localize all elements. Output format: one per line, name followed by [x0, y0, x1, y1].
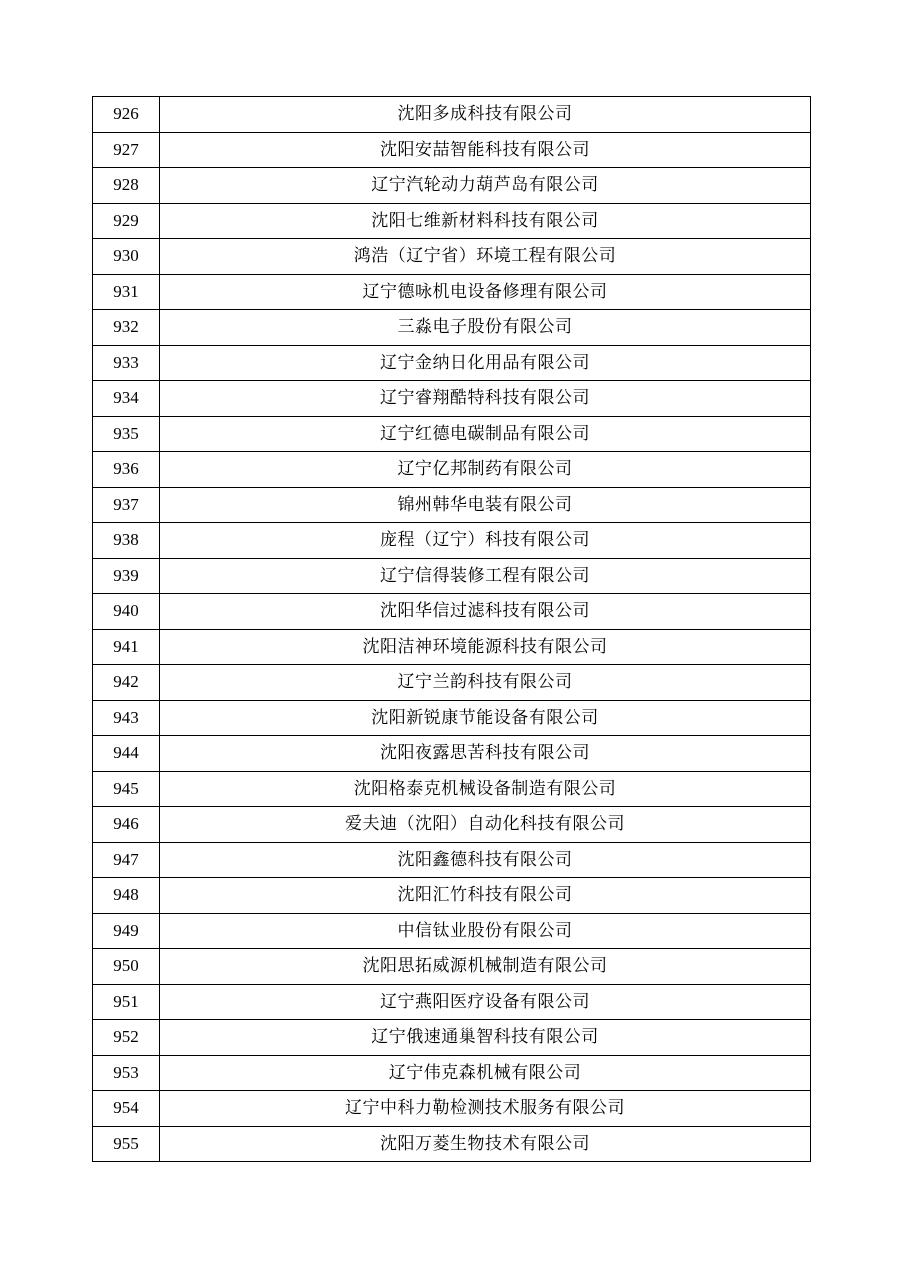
table-row — [93, 168, 811, 204]
row-index-cell: 935 — [93, 416, 160, 452]
company-name-cell: 辽宁红德电碳制品有限公司 — [160, 416, 811, 452]
row-index-cell: 952 — [93, 1020, 160, 1056]
company-name-cell: 辽宁金纳日化用品有限公司 — [160, 345, 811, 381]
row-index-cell: 939 — [93, 558, 160, 594]
row-index-cell: 944 — [93, 736, 160, 772]
company-name-cell: 辽宁汽轮动力葫芦岛有限公司 — [160, 168, 811, 204]
company-list-table — [92, 96, 811, 1162]
table-row — [93, 1091, 811, 1127]
table-row — [93, 416, 811, 452]
company-name-cell: 辽宁德咏机电设备修理有限公司 — [160, 274, 811, 310]
row-index-cell: 927 — [93, 132, 160, 168]
row-index-cell: 933 — [93, 345, 160, 381]
company-name-cell: 沈阳新锐康节能设备有限公司 — [160, 700, 811, 736]
company-name-cell: 辽宁兰韵科技有限公司 — [160, 665, 811, 701]
company-name-cell: 沈阳夜露思苦科技有限公司 — [160, 736, 811, 772]
table-row — [93, 665, 811, 701]
table-row — [93, 381, 811, 417]
table-row — [93, 807, 811, 843]
row-index-cell: 940 — [93, 594, 160, 630]
table-row — [93, 949, 811, 985]
company-name-cell: 辽宁中科力勒检测技术服务有限公司 — [160, 1091, 811, 1127]
row-index-cell: 929 — [93, 203, 160, 239]
row-index-cell: 948 — [93, 878, 160, 914]
row-index-cell: 943 — [93, 700, 160, 736]
company-name-cell: 辽宁亿邦制药有限公司 — [160, 452, 811, 488]
company-name-cell: 辽宁信得装修工程有限公司 — [160, 558, 811, 594]
row-index-cell: 937 — [93, 487, 160, 523]
table-row — [93, 523, 811, 559]
company-name-cell: 沈阳汇竹科技有限公司 — [160, 878, 811, 914]
company-name-cell: 沈阳多成科技有限公司 — [160, 97, 811, 133]
table-row — [93, 97, 811, 133]
row-index-cell: 932 — [93, 310, 160, 346]
company-name-cell: 沈阳万菱生物技术有限公司 — [160, 1126, 811, 1162]
table-row — [93, 132, 811, 168]
company-name-cell: 中信钛业股份有限公司 — [160, 913, 811, 949]
table-row — [93, 629, 811, 665]
row-index-cell: 941 — [93, 629, 160, 665]
row-index-cell: 953 — [93, 1055, 160, 1091]
table-row — [93, 558, 811, 594]
company-name-cell: 庞程（辽宁）科技有限公司 — [160, 523, 811, 559]
company-name-cell: 爱夫迪（沈阳）自动化科技有限公司 — [160, 807, 811, 843]
row-index-cell: 955 — [93, 1126, 160, 1162]
company-name-cell: 三淼电子股份有限公司 — [160, 310, 811, 346]
company-name-cell: 锦州韩华电装有限公司 — [160, 487, 811, 523]
company-name-cell: 沈阳洁神环境能源科技有限公司 — [160, 629, 811, 665]
row-index-cell: 950 — [93, 949, 160, 985]
company-name-cell: 辽宁燕阳医疗设备有限公司 — [160, 984, 811, 1020]
row-index-cell: 936 — [93, 452, 160, 488]
table-row — [93, 1126, 811, 1162]
table-row — [93, 310, 811, 346]
company-name-cell: 鸿浩（辽宁省）环境工程有限公司 — [160, 239, 811, 275]
table-row — [93, 984, 811, 1020]
row-index-cell: 926 — [93, 97, 160, 133]
row-index-cell: 954 — [93, 1091, 160, 1127]
company-name-cell: 沈阳安喆智能科技有限公司 — [160, 132, 811, 168]
table-row — [93, 878, 811, 914]
table-row — [93, 700, 811, 736]
company-name-cell: 沈阳格泰克机械设备制造有限公司 — [160, 771, 811, 807]
table-row — [93, 842, 811, 878]
company-name-cell: 沈阳七维新材料科技有限公司 — [160, 203, 811, 239]
table-row — [93, 736, 811, 772]
table-body — [93, 97, 811, 1162]
row-index-cell: 931 — [93, 274, 160, 310]
row-index-cell: 951 — [93, 984, 160, 1020]
table-row — [93, 1020, 811, 1056]
row-index-cell: 945 — [93, 771, 160, 807]
company-name-cell: 辽宁伟克森机械有限公司 — [160, 1055, 811, 1091]
row-index-cell: 928 — [93, 168, 160, 204]
table-row — [93, 452, 811, 488]
table-row — [93, 1055, 811, 1091]
row-index-cell: 938 — [93, 523, 160, 559]
table-row — [93, 913, 811, 949]
table-row — [93, 771, 811, 807]
company-name-cell: 沈阳思拓威源机械制造有限公司 — [160, 949, 811, 985]
table-row — [93, 345, 811, 381]
table-row — [93, 487, 811, 523]
company-name-cell: 辽宁睿翔酷特科技有限公司 — [160, 381, 811, 417]
table-row — [93, 203, 811, 239]
row-index-cell: 947 — [93, 842, 160, 878]
table-row — [93, 594, 811, 630]
company-name-cell: 辽宁俄速通巢智科技有限公司 — [160, 1020, 811, 1056]
company-name-cell: 沈阳鑫德科技有限公司 — [160, 842, 811, 878]
row-index-cell: 934 — [93, 381, 160, 417]
company-name-cell: 沈阳华信过滤科技有限公司 — [160, 594, 811, 630]
row-index-cell: 949 — [93, 913, 160, 949]
row-index-cell: 930 — [93, 239, 160, 275]
row-index-cell: 942 — [93, 665, 160, 701]
table-row — [93, 274, 811, 310]
row-index-cell: 946 — [93, 807, 160, 843]
table-row — [93, 239, 811, 275]
